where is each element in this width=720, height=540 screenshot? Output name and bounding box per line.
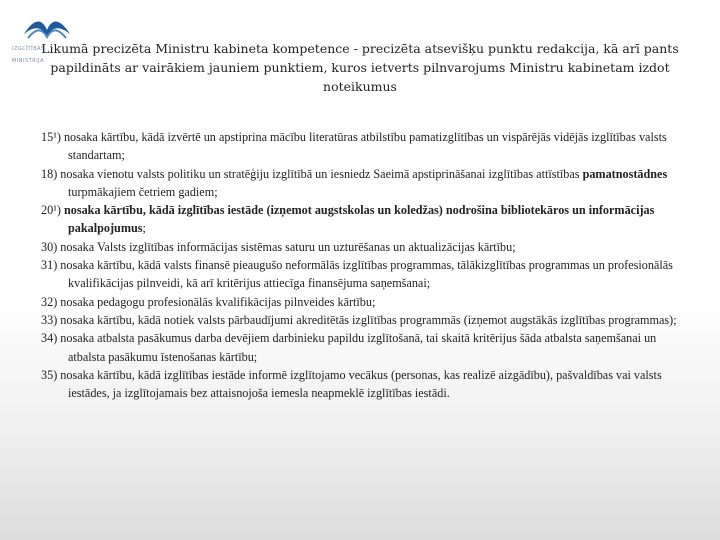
item-bold-text: pamatnostādnes <box>582 166 668 181</box>
list-item <box>41 329 681 366</box>
item-text: 34) nosaka atbalsta pasākumus darba devējiem darbinieku papildu izglītošanā, tai skaitā kritērijus šāda atbalsta saņemšanai un atbalsta pasākumu īstenošanas kārtību; <box>41 331 657 364</box>
logo-line-2: MINISTRIJA <box>12 58 44 64</box>
item-text: 15¹) nosaka kārtību, kādā izvērtē un apstiprina mācību literatūras atbilstību pamatizglītības un vispārējās vidējās izglītības valsts standartam; <box>41 130 667 163</box>
list-item <box>41 366 681 403</box>
list-item <box>41 128 681 165</box>
list-item <box>41 238 681 256</box>
list-item <box>41 201 681 238</box>
list-item <box>41 256 681 293</box>
list-item <box>41 293 681 311</box>
item-text: 35) nosaka kārtību, kādā izglītības iestāde informē izglītojamo vecākus (personas, kas realizē aizgādību), pašvaldības vai valsts iestādes, ja izglītojamais bez attaisnojoša iemesla neapmeklē izglītības iestādi. <box>41 367 662 401</box>
item-text: 30) nosaka Valsts izglītības informācijas sistēmas saturu un uzturēšanas un aktualizācijas kārtību; <box>41 239 516 254</box>
list-item <box>41 165 681 202</box>
item-text: 18) nosaka vienotu valsts politiku un stratēģiju izglītībā un iesniedz Saeimā apstiprināšanai izglītības attīstības <box>41 166 583 181</box>
item-text: 20¹) <box>41 203 64 218</box>
item-text-end: turpmākajiem četriem gadiem; <box>68 184 218 199</box>
item-text: 31) nosaka kārtību, kādā valsts finansē pieaugušo neformālās izglītības programmas, tālākizglītības programmas un profesionālās kvalifikācijas pilnveidi, kā arī kritērijus attiecīga finansējuma saņemšanai; <box>41 258 673 291</box>
item-bold-text: nosaka kārtību, kādā izglītības iestāde (izņemot augstskolas un koledžas) nodrošina bibliotekāros un informācijas pakalpojumus <box>63 203 655 236</box>
list-item <box>41 311 681 329</box>
item-text: 33) nosaka kārtību, kādā notiek valsts pārbaudījumi akreditētās izglītības programmās (izņemot augstākās izglītības programmas); <box>41 312 677 327</box>
item-list <box>41 128 681 402</box>
slide-title: Likumā precizēta Ministru kabineta kompetence - precizēta atsevišķu punktu redakcija, kā arī pants papildināts ar vairākiem jauniem punktiem, kuros ietverts pilnvarojums Ministru kabinetam izdot noteikumus <box>41 41 679 94</box>
item-text: 32) nosaka pedagogu profesionālās kvalifikācijas pilnveides kārtību; <box>41 294 376 309</box>
logo-line-1: IZGLĪTĪBAS <box>12 46 45 52</box>
item-text-end: ; <box>142 221 146 236</box>
